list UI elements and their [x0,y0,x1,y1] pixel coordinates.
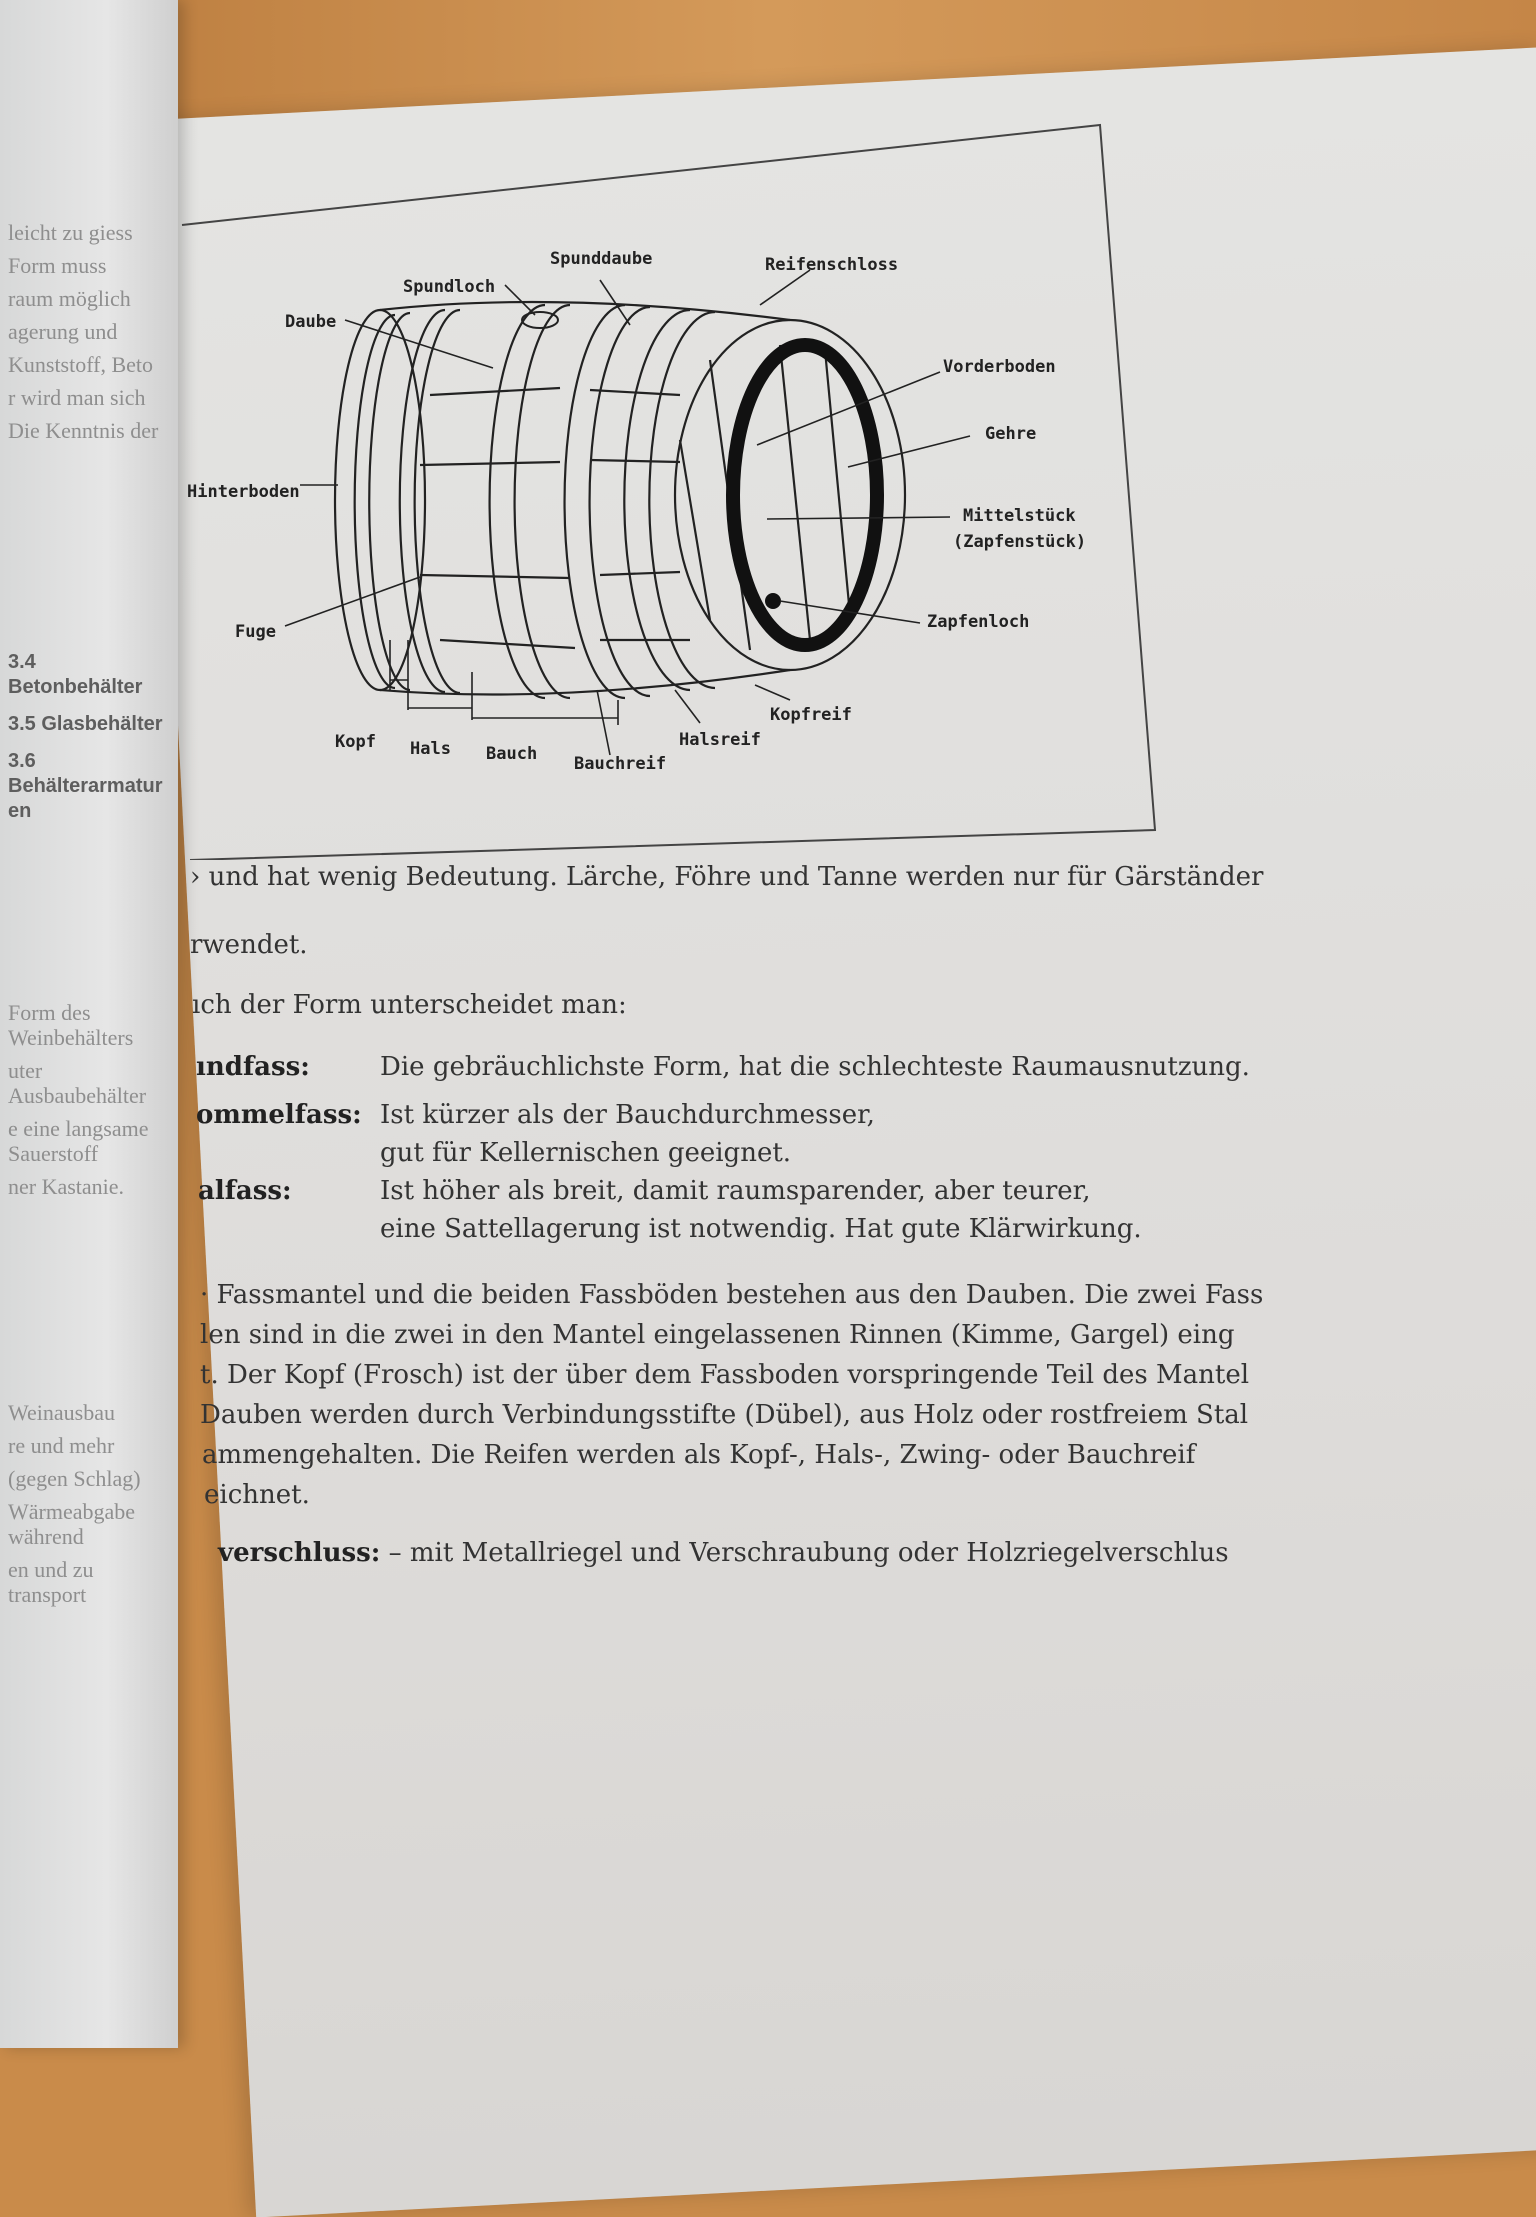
label-daube: Daube [285,312,337,332]
paragraph-line: · Fassmantel und die beiden Fassböden bestehen aus den Dauben. Die zwei Fass [200,1280,1264,1310]
label-fuge: Fuge [235,622,276,642]
label-reifenschloss: Reifenschloss [765,255,899,275]
definition-term: ındfass: [196,1052,310,1082]
definition-term: ommelfass: [196,1100,362,1130]
left-text: en und zu transport [8,1557,94,1607]
paragraph-line: len sind in die zwei in den Mantel eingelassenen Rinnen (Kimme, Gargel) eing [200,1320,1235,1350]
body-line: › und hat wenig Bedeutung. Lärche, Föhre und Tanne werden nur für Gärständer [190,862,1264,892]
paragraph-line [218,1538,1229,1568]
paragraph-line: Dauben werden durch Verbindungsstifte (Dübel), aus Holz oder rostfreiem Stal [200,1400,1249,1430]
left-text-block [8,220,172,443]
label-kopf: Kopf [335,732,376,752]
label-vorderboden: Vorderboden [943,357,1056,377]
label-halsreif: Halsreif [679,730,761,750]
label-hals: Hals [410,739,451,759]
paragraph-line: ammengehalten. Die Reifen werden als Kopf-, Hals-, Zwing- oder Bauchreif [202,1440,1196,1470]
body-line: rwendet. [190,930,308,960]
label-hinterboden: Hinterboden [187,482,300,502]
verschluss-text: – mit Metallriegel und Verschraubung oder Holzriegelverschlus [380,1538,1229,1568]
definition-text: Ist kürzer als der Bauchdurchmesser, [380,1100,875,1130]
definition-text: gut für Kellernischen geeignet. [380,1138,792,1168]
left-text: e eine langsame Sauerstoff [8,1116,149,1166]
left-text: re und mehr [8,1433,115,1458]
left-text: Form muss [8,253,107,278]
body-line: ıch der Form unterscheidet man: [192,990,627,1020]
paragraph-line: t. Der Kopf (Frosch) ist der über dem Fassboden vorspringende Teil des Mantel [200,1360,1250,1390]
paragraph-line: eichnet. [204,1480,310,1510]
left-text: (gegen Schlag) [8,1466,141,1491]
label-zapfenloch: Zapfenloch [927,612,1030,632]
left-text-block [8,1000,172,1199]
left-text: leicht zu giess [8,220,133,245]
section-heading: 3.5 Glasbehälter [8,713,163,735]
label-bauch: Bauch [486,744,538,764]
term-verschluss: verschluss: [218,1538,381,1568]
left-text: ner Kastanie. [8,1174,125,1199]
left-text: uter Ausbaubehälter [8,1058,147,1108]
label-spunddaube: Spunddaube [550,249,653,269]
label-kopfreif: Kopfreif [770,705,852,725]
left-text: raum möglich [8,286,131,311]
left-text: agerung und [8,319,118,344]
left-text: Die Kenntnis der [8,418,159,443]
left-text-block [8,1400,172,1607]
label-gehre: Gehre [985,424,1037,444]
label-zapfenstueck: (Zapfenstück) [953,532,1087,552]
section-heading: 3.4 Betonbehälter [8,651,143,698]
left-headings [8,650,172,824]
bunghole-icon [522,312,558,328]
definition-text: Ist höher als breit, damit raumsparender, aber teurer, [380,1176,1091,1206]
label-bauchreif: Bauchreif [574,754,667,774]
left-text: Weinausbau [8,1400,115,1425]
section-heading: 3.6 Behälterarmaturen [8,750,163,822]
left-text: r wird man sich [8,385,146,410]
left-text: Form des Weinbehälters [8,1000,134,1050]
definition-text: Die gebräuchlichste Form, hat die schlechteste Raumausnutzung. [380,1052,1250,1082]
left-text: Kunststoff, Beto [8,352,154,377]
label-mittelstueck: Mittelstück [963,506,1076,526]
left-text: Wärmeabgabe während [8,1499,136,1549]
tap-hole-icon [765,593,781,609]
barrel-diagram [150,120,1160,860]
definition-text: eine Sattellagerung ist notwendig. Hat gute Klärwirkung. [380,1214,1142,1244]
label-spundloch: Spundloch [403,277,496,297]
definition-term: alfass: [198,1176,292,1206]
